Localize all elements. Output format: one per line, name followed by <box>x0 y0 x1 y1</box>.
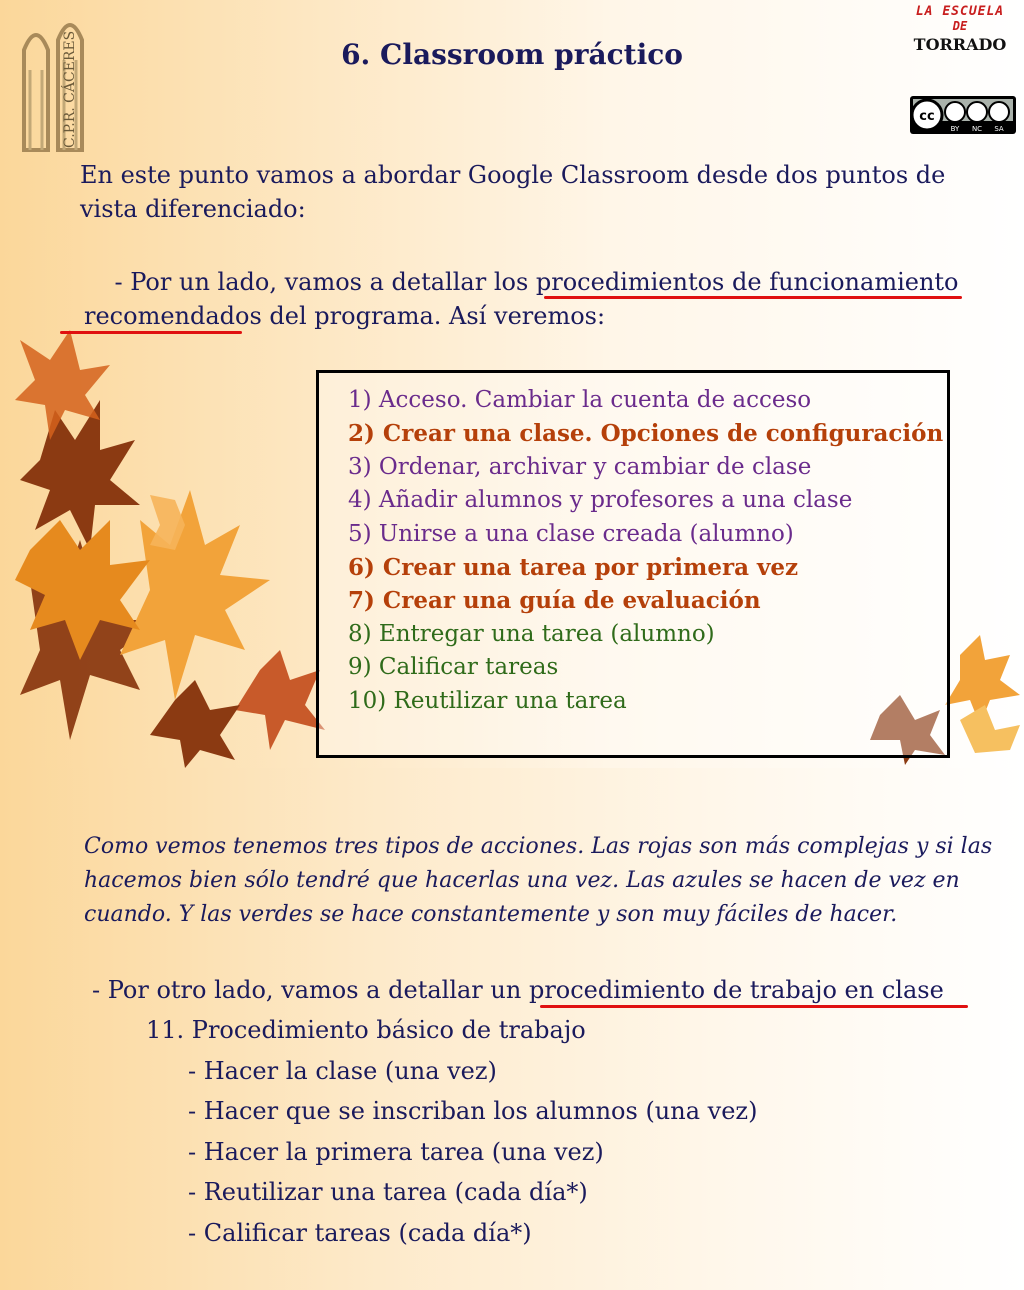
procedure-item: 1) Acceso. Cambiar la cuenta de acceso <box>348 387 812 413</box>
license-label-by: BY <box>950 125 960 133</box>
cc-by-nc-sa-icon <box>910 96 1016 134</box>
bullet1-prefix: - Por un lado, vamos a detallar los <box>114 268 536 296</box>
maple-leaf-icon <box>960 705 1020 753</box>
step-item: - Hacer la clase (una vez) <box>188 1057 497 1085</box>
procedure-item: 8) Entregar una tarea (alumno) <box>348 620 715 647</box>
maple-leaf-icon <box>20 400 140 550</box>
svg-text:cc: cc <box>919 109 935 124</box>
bullet2-prefix: - Por otro lado, vamos a detallar un <box>92 976 529 1004</box>
escuela-torrado-logo <box>908 4 1012 54</box>
step-item: - Reutilizar una tarea (cada día*) <box>188 1178 588 1206</box>
action-types-note: Como vemos tenemos tres tipos de acciones. Las rojas son más complejas y si las hacemos bien sólo tendré que hacerlas una vez. Las azules se hacen de vez en cuando. Y las verdes se hace constantemente y son muy fáciles de hacer. <box>84 834 993 927</box>
step-item: - Calificar tareas (cada día*) <box>188 1219 532 1247</box>
underline-mark <box>540 1005 968 1008</box>
step-item: - Hacer que se inscriban los alumnos (una vez) <box>188 1097 758 1125</box>
underline-mark <box>60 331 242 334</box>
underline-mark <box>544 296 962 299</box>
procedure-item: 7) Crear una guía de evaluación <box>348 587 761 615</box>
procedure-item: 2) Crear una clase. Opciones de configuración <box>348 420 944 448</box>
license-label-sa: SA <box>994 125 1004 133</box>
step-item: - Hacer la primera tarea (una vez) <box>188 1138 604 1166</box>
logo-line-2: DE <box>952 19 968 33</box>
procedure-item: 3) Ordenar, archivar y cambiar de clase <box>348 453 812 480</box>
bullet1-highlight: procedimientos de funcionamiento recomendados <box>84 268 959 330</box>
maple-leaf-icon <box>150 680 240 768</box>
cpr-logo-text: C.P.R. CÁCERES <box>62 30 78 148</box>
step-11-title: 11. Procedimiento básico de trabajo <box>146 1016 586 1044</box>
procedure-item: 6) Crear una tarea por primera vez <box>348 554 799 582</box>
maple-leaf-icon <box>120 490 270 700</box>
page-title: 6. Classroom práctico <box>341 38 683 71</box>
procedure-item: 5) Unirse a una clase creada (alumno) <box>348 520 794 547</box>
procedure-item: 9) Calificar tareas <box>348 654 559 681</box>
procedure-item: 10) Reutilizar una tarea <box>348 687 627 714</box>
license-label-nc: NC <box>971 125 983 133</box>
maple-leaf-icon <box>235 650 325 750</box>
bullet1-suffix: del programa. Así veremos: <box>261 302 606 330</box>
bullet-class-procedure <box>92 976 944 1004</box>
procedures-list <box>348 384 943 718</box>
logo-line-3: TORRADO <box>913 35 1007 54</box>
autumn-leaves-left-decoration <box>0 320 330 770</box>
intro-paragraph: En este punto vamos a abordar Google Classroom desde dos puntos de vista diferenciado: <box>80 161 946 223</box>
logo-line-1: LA ESCUELA <box>915 4 1005 19</box>
bullet-functioning-procedures <box>84 265 994 333</box>
bullet2-highlight: procedimiento de trabajo en clase <box>528 976 944 1004</box>
procedure-item: 4) Añadir alumnos y profesores a una clase <box>348 487 853 514</box>
